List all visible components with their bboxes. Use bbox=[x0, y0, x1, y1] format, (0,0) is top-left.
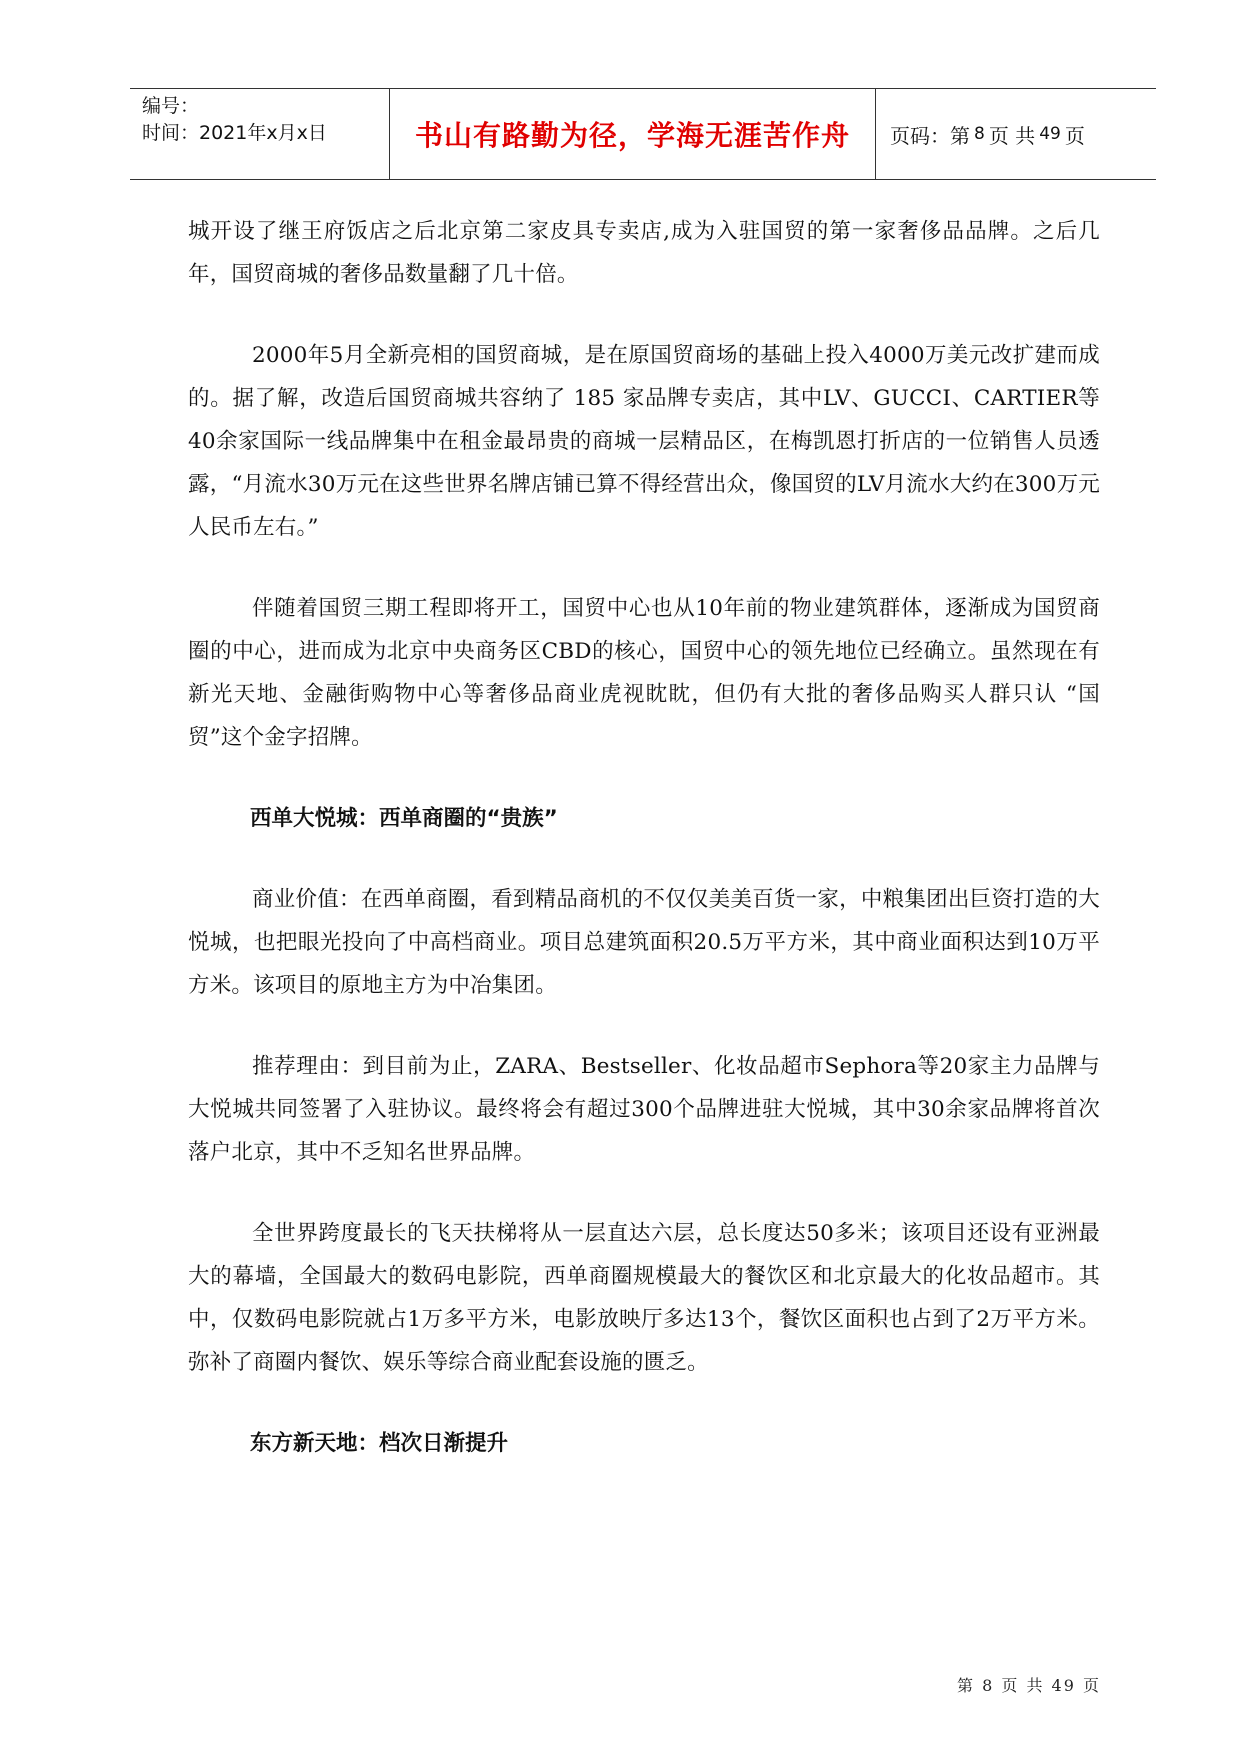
page-total: 49 bbox=[1039, 124, 1061, 144]
paragraph-continuation: 城开设了继王府饭店之后北京第二家皮具专卖店,成为入驻国贸的第一家奢侈品品牌。之后几年，国贸商城的奢侈品数量翻了几十倍。 bbox=[188, 219, 1100, 287]
page-middle: 页 共 bbox=[988, 123, 1036, 148]
page-current: 8 bbox=[974, 124, 985, 144]
header-page-number bbox=[876, 89, 1156, 179]
section-heading-oriental-plaza: 东方新天地：档次日渐提升 bbox=[250, 1431, 509, 1456]
paragraph-facilities: 全世界跨度最长的飞天扶梯将从一层直达六层，总长度达50多米；该项目还设有亚洲最大的幕墙，全国最大的数码电影院，西单商圈规模最大的餐饮区和北京最大的化妆品超市。其中，仅数码电影院就占1万多平方米，电影放映厅多达13个，餐饮区面积也占到了2万平方米。弥补了商圈内餐饮、娱乐等综合商业配套设施的匮乏。 bbox=[188, 1221, 1100, 1375]
paragraph-guomao-renovation: 2000年5月全新亮相的国贸商城，是在原国贸商场的基础上投入4000万美元改扩建而成的。据了解，改造后国贸商城共容纳了 185 家品牌专卖店，其中LV、GUCCI、CARTIER等40余家国际一线品牌集中在租金最昂贵的商城一层精品区，在梅凯恩打折店的一位销售人员透露，“月流水30万元在这些世界名牌店铺已算不得经营出众，像国贸的LV月流水大约在300万元人民币左右。” bbox=[188, 343, 1100, 540]
paragraph-recommendation: 推荐理由：到目前为止，ZARA、Bestseller、化妆品超市Sephora等20家主力品牌与大悦城共同签署了入驻协议。最终将会有超过300个品牌进驻大悦城，其中30余家品牌将首次落户北京，其中不乏知名世界品牌。 bbox=[188, 1054, 1100, 1165]
page-prefix: 页码：第 bbox=[890, 123, 970, 148]
page-header bbox=[130, 88, 1156, 180]
paragraph-commercial-value: 商业价值：在西单商圈，看到精品商机的不仅仅美美百货一家，中粮集团出巨资打造的大悦城，也把眼光投向了中高档商业。项目总建筑面积20.5万平方米，其中商业面积达到10万平方米。该项目的原地主方为中冶集团。 bbox=[188, 887, 1100, 998]
page-suffix: 页 bbox=[1064, 123, 1085, 148]
page-footer: 第 8 页 共 49 页 bbox=[957, 1676, 1101, 1695]
paragraph-guomao-center: 伴随着国贸三期工程即将开工，国贸中心也从10年前的物业建筑群体，逐渐成为国贸商圈的中心，进而成为北京中央商务区CBD的核心，国贸中心的领先地位已经确立。虽然现在有新光天地、金融街购物中心等奢侈品商业虎视眈眈，但仍有大批的奢侈品购买人群只认 “国贸”这个金字招牌。 bbox=[188, 596, 1100, 750]
serial-label: 编号： bbox=[142, 95, 200, 117]
time-label: 时间：2021年x月x日 bbox=[142, 122, 327, 144]
section-heading-joy-city: 西单大悦城：西单商圈的“贵族” bbox=[250, 806, 558, 831]
header-meta bbox=[130, 89, 390, 179]
document-body bbox=[188, 210, 1100, 1465]
header-motto: 书山有路勤为径，学海无涯苦作舟 bbox=[390, 89, 876, 179]
